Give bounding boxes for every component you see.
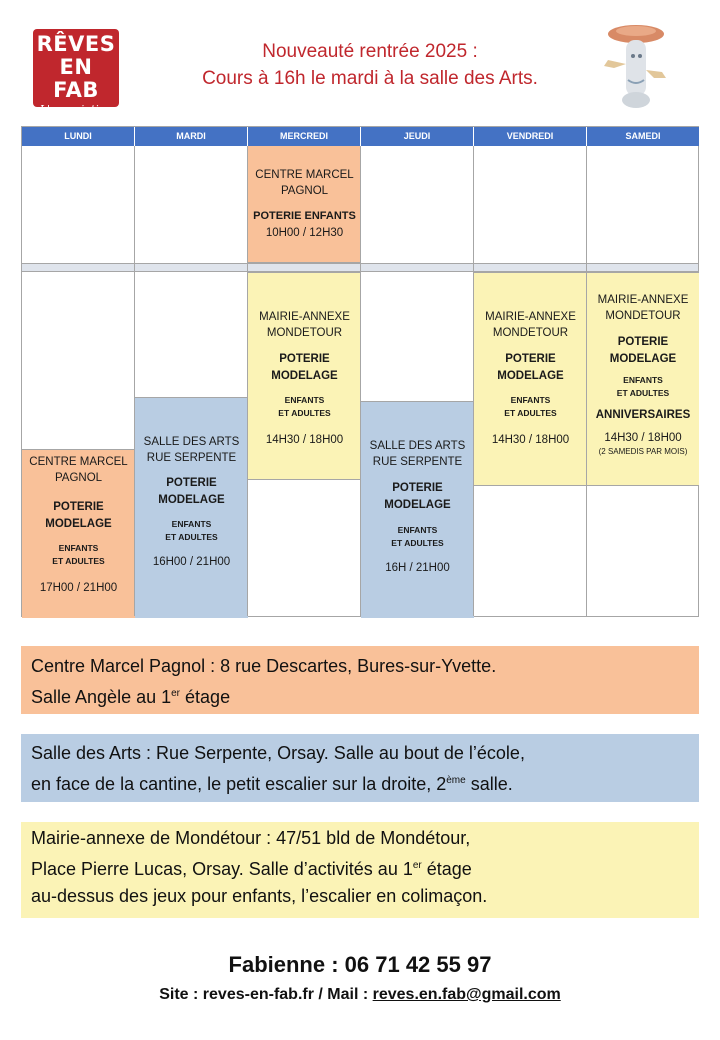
class-activity: MODELAGE [158,494,225,506]
class-audience: ENFANTS [510,395,551,405]
saturday-class [587,272,699,486]
location-address: Centre Marcel Pagnol : 8 rue Descartes, Bures-sur-Yvette. [31,656,497,676]
wednesday-morning-class [248,146,361,263]
day-header-tuesday: MARDI [135,127,248,146]
class-audience: ENFANTS [284,395,325,405]
class-extra-activity: ANNIVERSAIRES [595,409,691,421]
class-location: CENTRE MARCEL [255,169,354,181]
class-activity: POTERIE [617,336,669,348]
friday-class [474,272,587,486]
class-time: 16H / 21H00 [385,562,450,574]
contact-web-mail [0,984,720,1006]
headline [140,38,600,92]
column-divider [360,146,361,616]
location-detail: Place Pierre Lucas, Orsay. Salle d’activités au 1er étage [31,859,472,879]
class-time: 14H30 / 18H00 [265,434,344,446]
headline-line-1: Nouveauté rentrée 2025 : [262,41,478,62]
class-location: RUE SERPENTE [372,456,463,468]
figurine-body [626,40,646,96]
weekly-schedule [21,126,699,617]
class-audience: ET ADULTES [52,556,105,566]
location-address: Salle des Arts : Rue Serpente, Orsay. Salle au bout de l’école, [31,743,525,763]
column-divider [134,146,135,616]
class-audience: ET ADULTES [391,538,444,548]
class-activity: POTERIE [279,353,330,365]
class-activity: POTERIE [53,501,104,513]
class-activity: POTERIE ENFANTS [253,210,356,222]
column-divider [247,146,248,616]
tuesday-class [135,397,248,618]
class-activity: POTERIE [392,482,443,494]
class-activity: POTERIE [505,353,556,365]
class-activity: MODELAGE [45,518,112,530]
day-header-saturday: SAMEDI [587,127,699,146]
class-location: CENTRE MARCEL [29,456,128,468]
day-header-thursday: JEUDI [361,127,474,146]
class-audience: ENFANTS [397,525,438,535]
class-activity: MODELAGE [609,353,677,365]
headline-line-2: Cours à 16h le mardi à la salle des Arts. [202,68,538,89]
logo-tagline: L'association [39,103,113,116]
class-location: SALLE DES ARTS [143,436,240,448]
day-header-monday: LUNDI [22,127,135,146]
day-header-friday: VENDREDI [474,127,587,146]
class-frequency-note: (2 SAMEDIS PAR MOIS) [598,447,688,456]
ceramic-figurine-image [596,20,672,112]
class-location: MONDETOUR [492,327,569,339]
location-detail: en face de la cantine, le petit escalier sur la droite, 2ème salle. [31,774,513,794]
class-audience: ENFANTS [623,375,663,385]
class-location: MONDETOUR [266,327,343,339]
thursday-class [361,401,474,618]
class-location: MONDETOUR [605,310,681,322]
class-activity: MODELAGE [384,499,451,511]
wednesday-class [248,272,361,480]
email-link[interactable]: reves.en.fab@gmail.com [372,986,561,1003]
logo-line-1: RÊVES [36,32,116,56]
location-address: Mairie-annexe de Mondétour : 47/51 bld de Mondétour, [31,828,471,848]
site-label: Site : reves-en-fab.fr / Mail : [159,986,373,1003]
location-info-pagnol [21,646,699,714]
location-detail: au-dessus des jeux pour enfants, l’escalier en colimaçon. [31,886,488,906]
location-info-salle-des-arts [21,734,699,802]
class-time: 17H00 / 21H00 [39,582,118,594]
class-audience: ENFANTS [58,543,99,553]
class-activity: MODELAGE [271,370,338,382]
class-time: 10H00 / 12H30 [265,227,344,239]
column-divider [473,146,474,616]
class-audience: ET ADULTES [278,408,331,418]
class-location: RUE SERPENTE [146,452,237,464]
contact-phone: Fabienne : 06 71 42 55 97 [228,952,492,977]
association-logo [33,29,119,116]
day-header-wednesday: MERCREDI [248,127,361,146]
class-location: MAIRIE-ANNEXE [485,311,576,323]
class-activity: POTERIE [166,477,217,489]
class-location: PAGNOL [280,185,329,197]
class-time: 16H00 / 21H00 [152,556,231,568]
class-location: MAIRIE-ANNEXE [259,311,350,323]
location-detail: Salle Angèle au 1er étage [31,687,231,707]
class-audience: ET ADULTES [616,388,670,398]
class-time: 14H30 / 18H00 [604,432,682,444]
class-activity: MODELAGE [497,370,564,382]
class-audience: ET ADULTES [165,532,218,542]
column-divider [586,146,587,616]
class-time: 14H30 / 18H00 [491,434,570,446]
class-audience: ENFANTS [171,519,212,529]
class-location: PAGNOL [54,472,103,484]
class-location: SALLE DES ARTS [369,440,466,452]
monday-class [22,449,135,618]
location-info-mondetour [21,822,699,918]
class-audience: ET ADULTES [504,408,557,418]
class-location: MAIRIE-ANNEXE [597,294,689,306]
logo-line-2: EN FAB [53,55,99,102]
